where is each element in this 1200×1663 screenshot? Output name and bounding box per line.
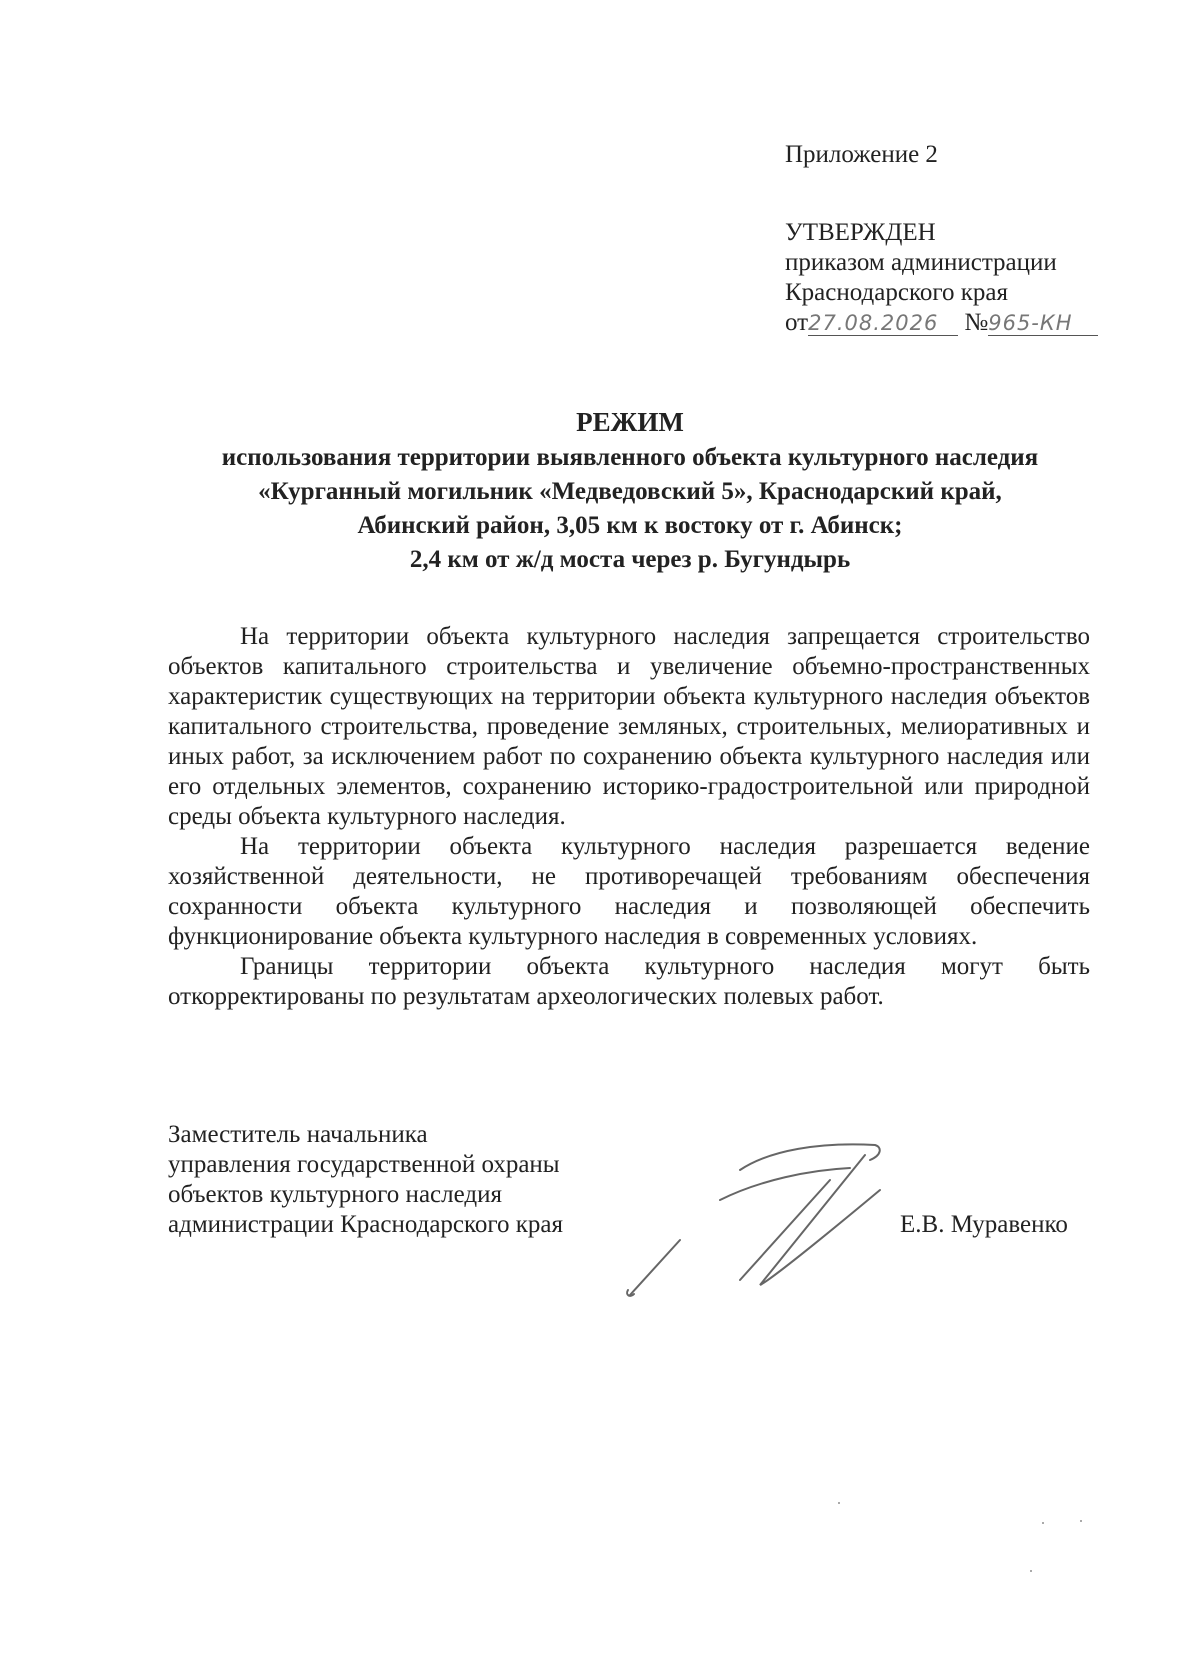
body-paragraph-2: На территории объекта культурного наследия разрешается ведение хозяйственной деятельности, не противоречащей требованиям обеспечения сохранности объекта культурного наследия и позволяющей обеспечить функционирование объекта культурного наследия в современных условиях. (168, 833, 1090, 950)
approval-order-line: приказом администрации (785, 249, 1057, 276)
title-line-2: «Курганный могильник «Медведовский 5», Краснодарский край, (258, 478, 1002, 505)
handwritten-signature (620, 1130, 940, 1300)
scan-speck (838, 1502, 840, 1504)
title-line-4: 2,4 км от ж/д моста через р. Бугундырь (409, 546, 851, 573)
position-line-2: управления государственной охраны (168, 1151, 560, 1178)
signatory-position (168, 1120, 563, 1240)
approved-label: УТВЕРЖДЕН (785, 219, 936, 246)
annex-label: Приложение 2 (785, 141, 938, 168)
position-line-1: Заместитель начальника (168, 1121, 428, 1148)
body-paragraph-3: Границы территории объекта культурного наследия могут быть откорректированы по результатам археологических полевых работ. (168, 953, 1090, 1010)
position-line-3: объектов культурного наследия (168, 1181, 502, 1208)
document-body (168, 622, 1090, 1012)
body-paragraph-1: На территории объекта культурного наследия запрещается строительство объектов капитального строительства и увеличение объемно-пространственных характеристик существующих на территории объекта культурного наследия объектов капитального строительства, проведение земляных, строительных, мелиоративных и иных работ, за исключением работ по сохранению объекта культурного наследия или его отдельных элементов, сохранению историко-градостроительной или природной среды объекта культурного наследия. (168, 623, 1090, 830)
document-title (165, 405, 1095, 577)
position-line-4: администрации Краснодарского края (168, 1211, 564, 1238)
handwritten-date: 27.08.2026 (808, 311, 958, 336)
scan-speck (1030, 1570, 1032, 1572)
scan-speck (1080, 1520, 1082, 1522)
title-heading: РЕЖИМ (576, 407, 684, 437)
from-label: от (785, 309, 809, 336)
title-line-1: использования территории выявленного объекта культурного наследия (221, 444, 1039, 471)
number-label: № (964, 309, 989, 336)
approval-block (785, 140, 1098, 338)
approval-date-number-line (785, 308, 1098, 338)
approval-region-line: Краснодарского края (785, 279, 1008, 306)
handwritten-number: 965-КН (988, 311, 1098, 336)
title-line-3: Абинский район, 3,05 км к востоку от г. Абинск; (357, 512, 903, 539)
scan-speck (1042, 1522, 1044, 1524)
signatory-name: Е.В. Муравенко (900, 1211, 1068, 1238)
